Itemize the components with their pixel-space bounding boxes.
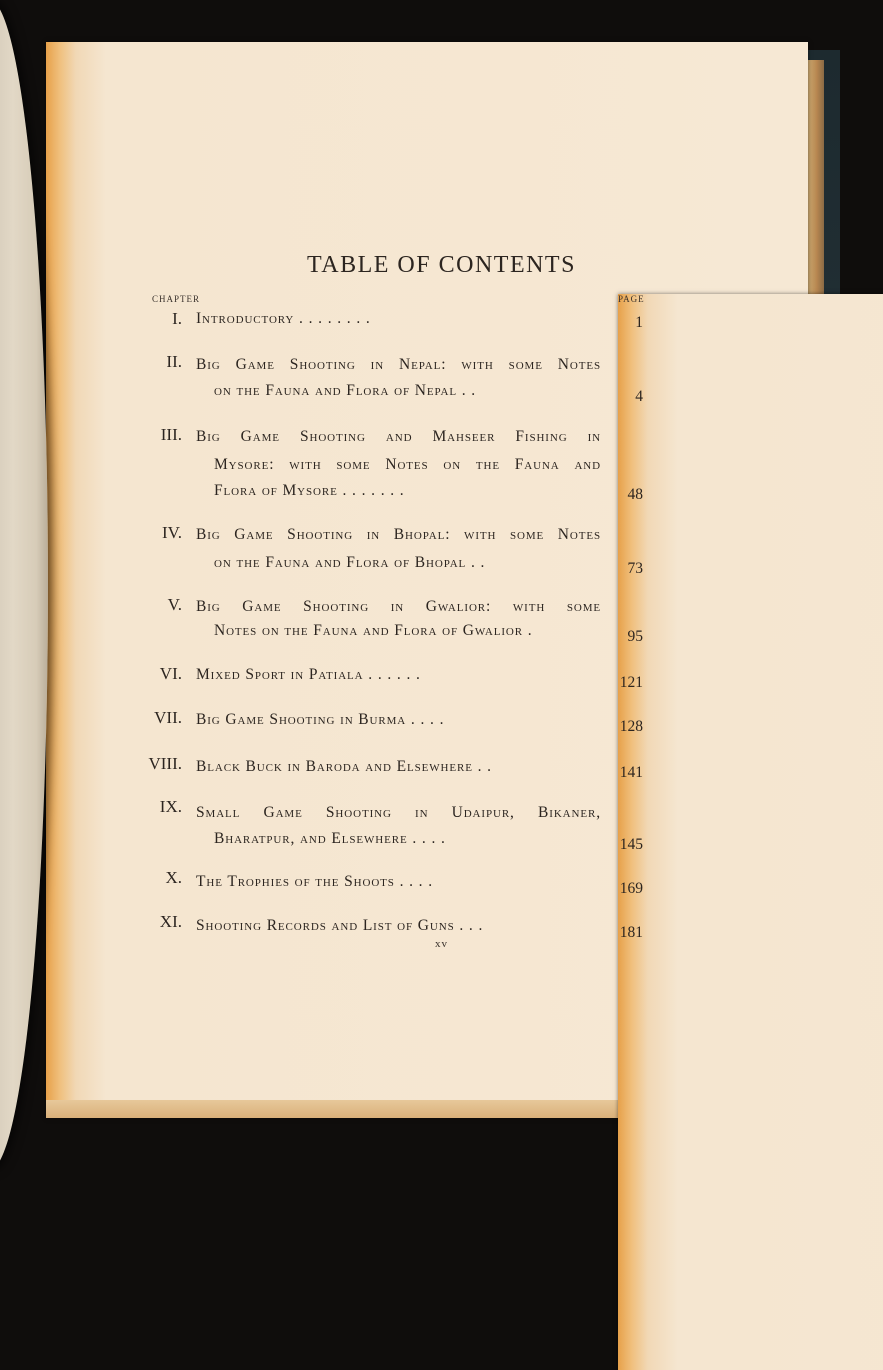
page-number: 1 [635,314,643,331]
chapter-number: X. [165,868,182,887]
chapter-title-line: Black Buck in Baroda and Elsewhere . . [196,758,492,775]
chapter-number: I. [172,309,182,328]
page-title: TABLE OF CONTENTS [307,252,576,278]
chapter-title-line: Big Game Shooting and Mahseer Fishing in [196,428,601,445]
page-number: 4 [635,388,643,405]
page-number: 145 [619,836,643,853]
chapter-title-line: on the Fauna and Flora of Bhopal . . [214,554,486,571]
chapter-title-line: Shooting Records and List of Guns . . . [196,917,484,934]
chapter-number: III. [160,425,182,444]
chapter-title-line: Big Game Shooting in Burma . . . . [196,711,445,728]
page-number: 128 [619,718,643,735]
chapter-number: XI. [159,912,182,931]
chapter-title-line: Introductory . . . . . . . . [196,310,371,327]
chapter-number: VII. [154,708,182,727]
chapter-number: VIII. [148,754,182,773]
page-number: 169 [619,880,643,897]
chapter-number: IV. [162,523,182,542]
chapter-title-line: Mixed Sport in Patiala . . . . . . [196,666,421,683]
folio-page-number: xv [435,938,448,950]
page-number: 121 [619,674,643,691]
chapter-column-header: CHAPTER [152,294,201,304]
chapter-title-line: Small Game Shooting in Udaipur, Bikaner, [196,804,601,821]
page-number: 181 [619,924,643,941]
chapter-title-line: Mysore: with some Notes on the Fauna and [214,456,601,473]
chapter-title-line: Flora of Mysore . . . . . . . [214,482,405,499]
chapter-title-line: Big Game Shooting in Bhopal: with some Notes [196,526,601,543]
page-number: 48 [627,486,643,503]
chapter-title-line: The Trophies of the Shoots . . . . [196,873,433,890]
chapter-title-line: Notes on the Fauna and Flora of Gwalior . [214,622,533,639]
page-number: 95 [627,628,643,645]
chapter-number: V. [167,595,182,614]
chapter-title-line: on the Fauna and Flora of Nepal . . [214,382,477,399]
chapter-title-line: Bharatpur, and Elsewhere . . . . [214,830,446,847]
chapter-number: VI. [159,664,182,683]
page-number: 141 [619,764,643,781]
page-column-header: PAGE [618,294,883,1370]
page-number: 73 [627,560,643,577]
chapter-number: II. [166,352,182,371]
chapter-title-line: Big Game Shooting in Gwalior: with some [196,598,601,615]
previous-leaf [0,0,48,1170]
chapter-number: IX. [159,797,182,816]
chapter-title-line: Big Game Shooting in Nepal: with some Notes [196,356,601,373]
